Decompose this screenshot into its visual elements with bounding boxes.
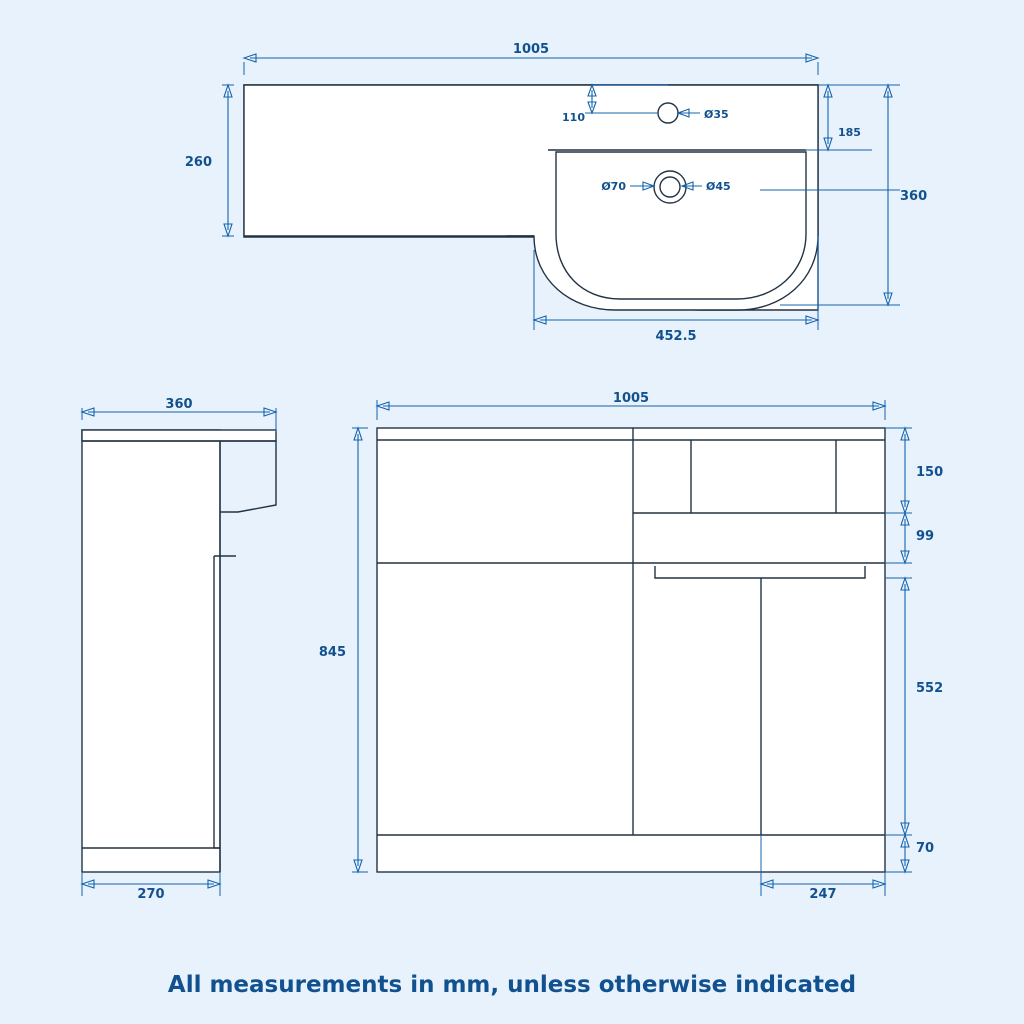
side-worktop <box>82 430 276 441</box>
side-cabinet-body <box>82 430 220 872</box>
worktop-silhouette <box>244 85 818 310</box>
measurement-caption: All measurements in mm, unless otherwise indicated <box>167 972 857 998</box>
side-view-group <box>82 397 276 902</box>
dim-top-overall-width: 1005 <box>512 42 550 57</box>
dim-tap-hole-dia: Ø35 <box>704 108 729 121</box>
dim-basin-width: 452.5 <box>655 329 697 344</box>
top-view-group <box>185 42 927 344</box>
front-cabinet-outline <box>377 428 885 872</box>
dim-top-overall-depth: 360 <box>900 189 928 204</box>
dim-left-depth: 260 <box>184 155 212 170</box>
dim-right-rear-depth: 185 <box>838 126 861 139</box>
dim-waste-outer-dia: Ø70 <box>601 180 626 193</box>
dim-waste-inner-dia: Ø45 <box>706 180 731 193</box>
dim-front-overall-height: 845 <box>318 645 346 660</box>
dim-tap-hole-offset: 110 <box>562 111 585 124</box>
dim-front-top-section: 150 <box>916 465 944 480</box>
dim-front-drawer-section: 99 <box>916 529 935 544</box>
dim-front-overall-width: 1005 <box>612 391 650 406</box>
front-view-group <box>319 391 943 902</box>
dim-front-right-unit-width: 247 <box>809 887 837 902</box>
dim-front-door-section: 552 <box>916 681 944 696</box>
dim-side-plinth-depth: 270 <box>137 887 165 902</box>
side-basin-profile <box>220 441 276 512</box>
dim-front-plinth-height: 70 <box>916 841 935 856</box>
dim-side-depth: 360 <box>165 397 193 412</box>
